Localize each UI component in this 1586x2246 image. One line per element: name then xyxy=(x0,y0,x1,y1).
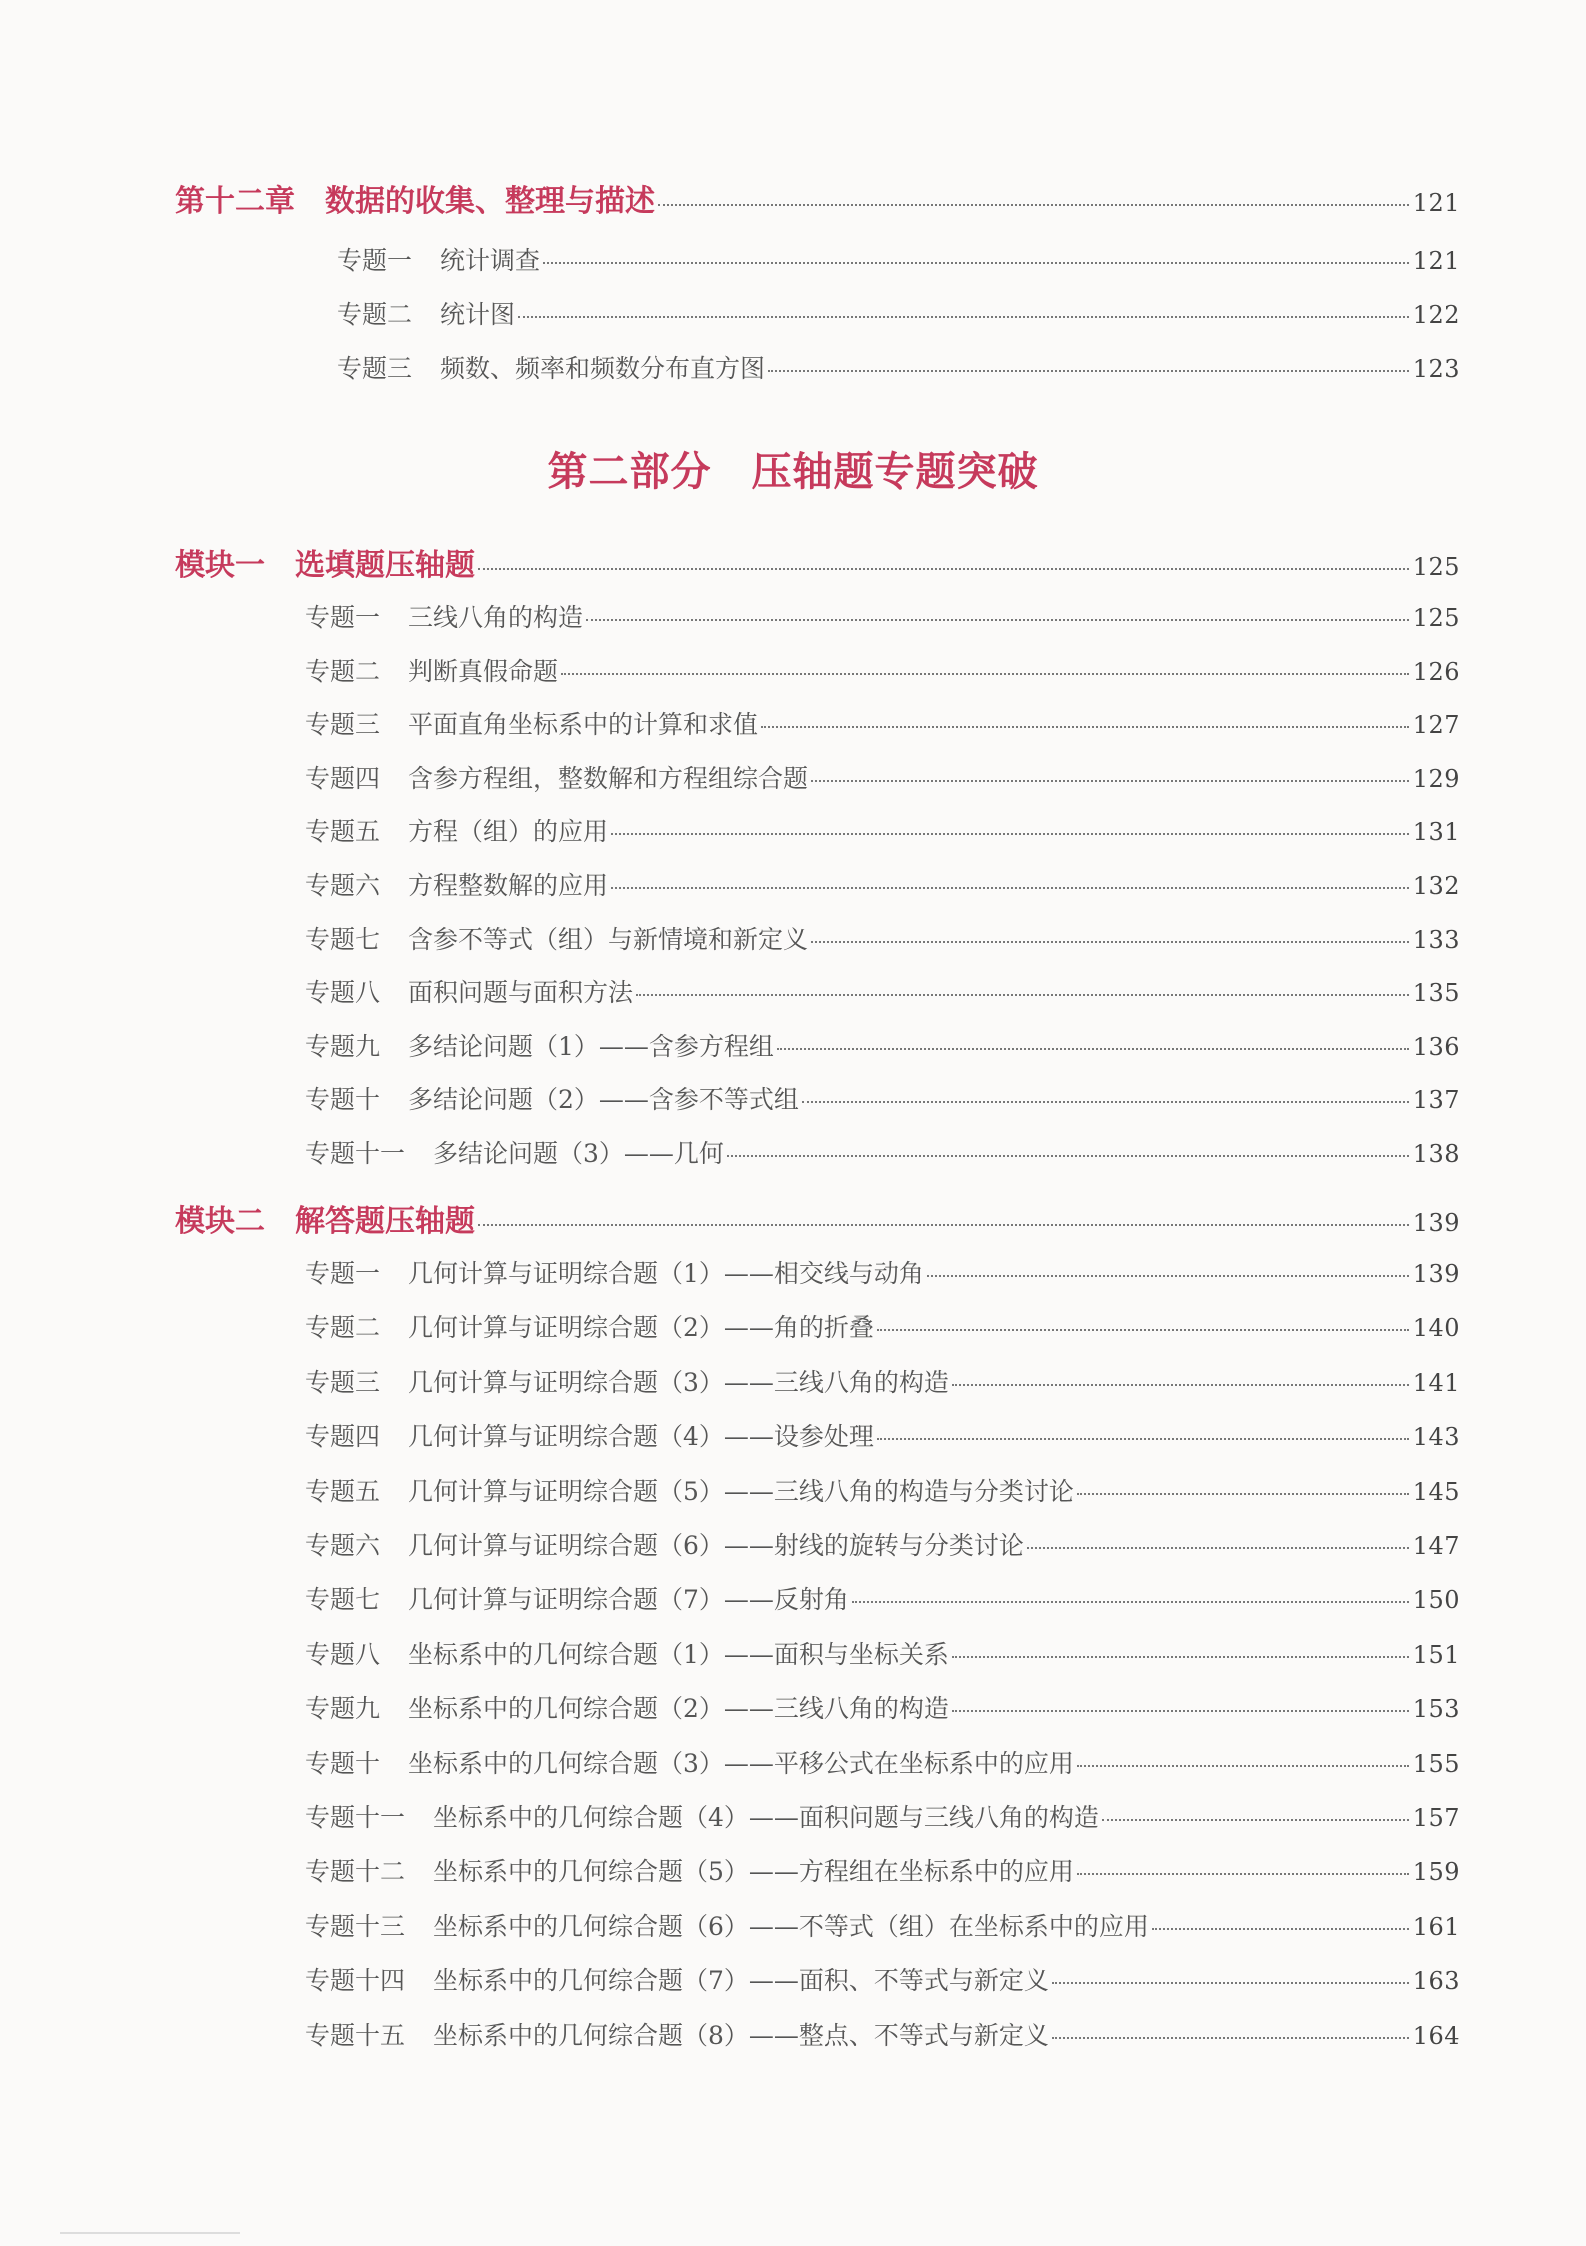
page-number: 125 xyxy=(1412,604,1460,632)
page-number: 139 xyxy=(1412,1209,1460,1237)
page-number: 129 xyxy=(1412,764,1460,793)
page-number: 135 xyxy=(1412,979,1460,1008)
toc-entry[interactable] xyxy=(305,1852,1460,1888)
topic-label: 专题四 xyxy=(305,763,381,793)
toc-entry[interactable] xyxy=(305,2016,1460,2052)
topic-name: 统计调查 xyxy=(440,246,541,275)
dot-leader xyxy=(658,204,1409,206)
page-number: 123 xyxy=(1412,355,1460,383)
dot-leader xyxy=(802,1101,1409,1103)
topic-name: 统计图 xyxy=(440,300,516,329)
chapter-label: 第十二章 xyxy=(175,184,295,219)
topic-name: 几何计算与证明综合题（1）——相交线与动角 xyxy=(408,1259,924,1288)
page-number: 159 xyxy=(1412,1858,1460,1887)
toc-entry[interactable] xyxy=(305,1526,1460,1562)
topic-label: 专题三 xyxy=(305,710,381,740)
page-number: 147 xyxy=(1412,1532,1460,1560)
topic-name: 方程整数解的应用 xyxy=(408,871,609,900)
topic-label: 专题十三 xyxy=(305,1911,406,1941)
page-number: 143 xyxy=(1412,1423,1460,1452)
dot-leader xyxy=(927,1275,1409,1277)
dot-leader xyxy=(478,1224,1409,1226)
page-number: 157 xyxy=(1412,1804,1460,1832)
topic-label: 专题十 xyxy=(305,1748,381,1778)
page-number: 126 xyxy=(1412,657,1460,686)
topic-name: 平面直角坐标系中的计算和求值 xyxy=(408,710,759,740)
topic-name: 方程（组）的应用 xyxy=(408,817,609,847)
dot-leader xyxy=(777,1048,1409,1050)
topic-name: 几何计算与证明综合题（2）——角的折叠 xyxy=(408,1313,874,1343)
dot-leader xyxy=(561,673,1409,675)
toc-entry[interactable] xyxy=(305,1907,1460,1943)
toc-entry[interactable] xyxy=(305,812,1460,848)
dot-leader xyxy=(727,1155,1409,1157)
toc-entry[interactable] xyxy=(305,1363,1460,1399)
topic-label: 专题三 xyxy=(337,354,413,383)
dot-leader xyxy=(761,726,1409,728)
topic-label: 专题一 xyxy=(305,1259,381,1288)
dot-leader xyxy=(877,1329,1409,1331)
topic-label: 专题二 xyxy=(337,300,413,329)
page-number: 131 xyxy=(1412,818,1460,847)
toc-entry[interactable] xyxy=(305,1798,1460,1834)
dot-leader xyxy=(1077,1765,1409,1767)
dot-leader xyxy=(952,1384,1409,1386)
topic-name: 坐标系中的几何综合题（5）——方程组在坐标系中的应用 xyxy=(433,1857,1074,1887)
topic-label: 专题十二 xyxy=(305,1857,406,1887)
page-number: 139 xyxy=(1412,1260,1460,1288)
topic-label: 专题十五 xyxy=(305,2020,406,2050)
chapter-name: 数据的收集、整理与描述 xyxy=(325,184,655,219)
dot-leader xyxy=(1052,1982,1409,1984)
toc-module-1[interactable] xyxy=(175,540,1460,584)
dot-leader xyxy=(1077,1493,1409,1495)
topic-label: 专题九 xyxy=(305,1694,381,1724)
toc-entry[interactable] xyxy=(305,1961,1460,1997)
module-label: 模块二 xyxy=(175,1204,265,1239)
topic-name: 多结论问题（1）——含参方程组 xyxy=(408,1031,774,1061)
dot-leader xyxy=(478,568,1409,570)
page-number: 153 xyxy=(1412,1695,1460,1724)
topic-name: 坐标系中的几何综合题（7）——面积、不等式与新定义 xyxy=(433,1966,1049,1996)
toc-entry[interactable] xyxy=(305,1472,1460,1508)
topic-name: 判断真假命题 xyxy=(408,656,559,686)
topic-label: 专题五 xyxy=(305,817,381,847)
toc-chapter-12[interactable] xyxy=(175,176,1460,220)
topic-label: 专题十四 xyxy=(305,1966,406,1996)
topic-name: 几何计算与证明综合题（4）——设参处理 xyxy=(408,1422,874,1452)
topic-name: 几何计算与证明综合题（6）——射线的旋转与分类讨论 xyxy=(408,1531,1024,1560)
topic-label: 专题一 xyxy=(305,603,381,632)
toc-entry[interactable] xyxy=(337,349,1460,385)
topic-name: 多结论问题（2）——含参不等式组 xyxy=(408,1085,799,1115)
topic-label: 专题二 xyxy=(305,656,381,686)
toc-entry[interactable] xyxy=(305,920,1460,956)
topic-name: 坐标系中的几何综合题（2）——三线八角的构造 xyxy=(408,1694,949,1724)
page-edge-line xyxy=(60,2232,240,2234)
module-label: 模块一 xyxy=(175,548,265,583)
page-number: 140 xyxy=(1412,1314,1460,1343)
page-number: 145 xyxy=(1412,1477,1460,1506)
module-name: 解答题压轴题 xyxy=(295,1204,475,1239)
topic-name: 坐标系中的几何综合题（4）——面积问题与三线八角的构造 xyxy=(433,1803,1099,1832)
topic-name: 三线八角的构造 xyxy=(408,603,584,632)
page-number: 121 xyxy=(1412,247,1460,275)
part-label: 第二部分 xyxy=(547,448,712,495)
part-name: 压轴题专题突破 xyxy=(751,448,1039,495)
part-title xyxy=(0,440,1586,497)
dot-leader xyxy=(1077,1873,1409,1875)
toc-entry[interactable] xyxy=(305,598,1460,634)
page-number: 133 xyxy=(1412,925,1460,954)
topic-name: 坐标系中的几何综合题（3）——平移公式在坐标系中的应用 xyxy=(408,1748,1074,1778)
toc-entry[interactable] xyxy=(305,1254,1460,1290)
dot-leader xyxy=(611,833,1409,835)
toc-entry[interactable] xyxy=(305,652,1460,688)
topic-label: 专题七 xyxy=(305,1585,381,1615)
module-name: 选填题压轴题 xyxy=(295,548,475,583)
toc-entry[interactable] xyxy=(305,1417,1460,1453)
dot-leader xyxy=(952,1710,1409,1712)
topic-name: 几何计算与证明综合题（5）——三线八角的构造与分类讨论 xyxy=(408,1476,1074,1506)
page-number: 137 xyxy=(1412,1086,1460,1115)
topic-label: 专题五 xyxy=(305,1476,381,1506)
page-number: 136 xyxy=(1412,1032,1460,1061)
toc-entry[interactable] xyxy=(305,759,1460,795)
topic-label: 专题十一 xyxy=(305,1803,406,1832)
topic-name: 多结论问题（3）——几何 xyxy=(433,1139,724,1168)
toc-entry[interactable] xyxy=(305,1744,1460,1780)
topic-label: 专题六 xyxy=(305,871,381,900)
dot-leader xyxy=(1102,1819,1409,1821)
toc-entry[interactable] xyxy=(305,1134,1460,1170)
page-number: 151 xyxy=(1412,1640,1460,1669)
page-number: 163 xyxy=(1412,1967,1460,1996)
page-number: 125 xyxy=(1412,553,1460,581)
topic-name: 频数、频率和频数分布直方图 xyxy=(440,354,766,383)
toc-entry[interactable] xyxy=(337,241,1460,277)
page-number: 161 xyxy=(1412,1912,1460,1941)
topic-label: 专题八 xyxy=(305,1639,381,1669)
topic-label: 专题八 xyxy=(305,978,381,1008)
dot-leader xyxy=(586,619,1409,621)
dot-leader xyxy=(518,316,1409,318)
page-number: 122 xyxy=(1412,301,1460,329)
dot-leader xyxy=(1152,1928,1409,1930)
topic-label: 专题四 xyxy=(305,1422,381,1452)
page-number: 121 xyxy=(1412,189,1460,217)
dot-leader xyxy=(768,370,1409,372)
page-number: 155 xyxy=(1412,1749,1460,1778)
dot-leader xyxy=(636,994,1409,996)
dot-leader xyxy=(811,780,1409,782)
topic-name: 含参不等式（组）与新情境和新定义 xyxy=(408,924,809,954)
toc-entry[interactable] xyxy=(305,1689,1460,1725)
topic-name: 含参方程组，整数解和方程组综合题 xyxy=(408,763,809,793)
topic-name: 坐标系中的几何综合题（6）——不等式（组）在坐标系中的应用 xyxy=(433,1911,1149,1941)
dot-leader xyxy=(952,1656,1409,1658)
topic-name: 几何计算与证明综合题（3）——三线八角的构造 xyxy=(408,1367,949,1397)
dot-leader xyxy=(611,887,1409,889)
page-number: 127 xyxy=(1412,711,1460,740)
topic-name: 坐标系中的几何综合题（1）——面积与坐标关系 xyxy=(408,1639,949,1669)
topic-label: 专题七 xyxy=(305,924,381,954)
toc-entry[interactable] xyxy=(305,1027,1460,1063)
toc-entry[interactable] xyxy=(305,1635,1460,1671)
topic-label: 专题六 xyxy=(305,1531,381,1560)
toc-entry[interactable] xyxy=(305,1308,1460,1344)
dot-leader xyxy=(877,1438,1409,1440)
toc-entry[interactable] xyxy=(305,866,1460,902)
dot-leader xyxy=(811,941,1409,943)
toc-entry[interactable] xyxy=(305,705,1460,741)
topic-label: 专题二 xyxy=(305,1313,381,1343)
topic-name: 坐标系中的几何综合题（8）——整点、不等式与新定义 xyxy=(433,2020,1049,2050)
toc-module-2[interactable] xyxy=(175,1196,1460,1240)
topic-label: 专题十一 xyxy=(305,1139,406,1168)
topic-name: 面积问题与面积方法 xyxy=(408,978,634,1008)
dot-leader xyxy=(543,262,1409,264)
dot-leader xyxy=(1052,2037,1409,2039)
toc-entry[interactable] xyxy=(305,973,1460,1009)
page-number: 138 xyxy=(1412,1140,1460,1168)
dot-leader xyxy=(1027,1547,1409,1549)
topic-label: 专题一 xyxy=(337,246,413,275)
topic-label: 专题三 xyxy=(305,1367,381,1397)
toc-entry[interactable] xyxy=(305,1580,1460,1616)
toc-entry[interactable] xyxy=(337,295,1460,331)
topic-label: 专题十 xyxy=(305,1085,381,1115)
page-number: 141 xyxy=(1412,1368,1460,1397)
topic-label: 专题九 xyxy=(305,1031,381,1061)
page-number: 150 xyxy=(1412,1586,1460,1615)
page-number: 132 xyxy=(1412,872,1460,900)
dot-leader xyxy=(852,1601,1409,1603)
toc-entry[interactable] xyxy=(305,1080,1460,1116)
topic-name: 几何计算与证明综合题（7）——反射角 xyxy=(408,1585,849,1615)
page-number: 164 xyxy=(1412,2021,1460,2050)
